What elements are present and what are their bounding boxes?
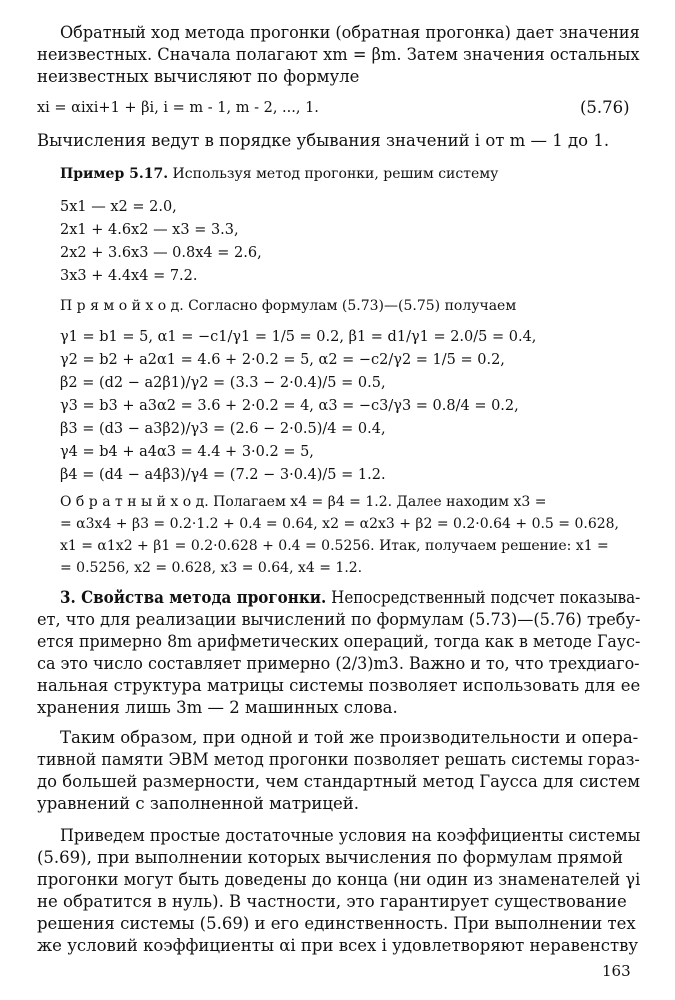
- example-title: Пример 5.17.: [60, 166, 169, 182]
- system-line-3: 2x2 + 3.6x3 — 0.8x4 = 2.6,: [60, 245, 262, 261]
- section3-line-6: хранения лишь 3m — 2 машинных слова.: [37, 698, 398, 717]
- para1-line-1: Обратный ход метода прогонки (обратная прогонка) дает значения: [60, 23, 640, 42]
- last-line-5: решения системы (5.69) и его единственность. При выполнении тех: [37, 914, 636, 933]
- backward-line-2: = α3x4 + β3 = 0.2·1.2 + 0.4 = 0.64, x2 = α2x3 + β2 = 0.2·0.64 + 0.5 = 0.628,: [60, 516, 619, 532]
- para1-line-2: неизвестных. Сначала полагают xm = βm. Затем значения остальных: [37, 45, 640, 64]
- section3-line-1: [60, 587, 640, 609]
- backward-line-4: = 0.5256, x2 = 0.628, x3 = 0.64, x4 = 1.2.: [60, 560, 363, 576]
- last-line-3: прогонки могут быть доведены до конца (ни один из знаменателей γi: [37, 870, 641, 889]
- forward-line-7: β4 = (d4 − a4β3)/γ4 = (7.2 − 3·0.4)/5 = 1.2.: [60, 467, 386, 483]
- section3-line-4: са это число составляет примерно (2/3)m3. Важно и то, что трехдиаго-: [37, 654, 640, 673]
- section3-line-5: нальная структура матрицы системы позволяет использовать для ее: [37, 676, 641, 695]
- forward-intro: П р я м о й х о д. Согласно формулам (5.73)—(5.75) получаем: [60, 298, 517, 314]
- system-line-1: 5x1 — x2 = 2.0,: [60, 199, 177, 215]
- formula-5-76-number: (5.76): [580, 98, 630, 117]
- para1-line-3: неизвестных вычисляют по формуле: [37, 67, 360, 86]
- formula-5-76: xi = αixi+1 + βi, i = m - 1, m - 2, ..., 1.: [37, 100, 319, 116]
- last-line-6: же условий коэффициенты αi при всех i удовлетворяют неравенству: [37, 936, 639, 955]
- forward-line-3: β2 = (d2 − a2β1)/γ2 = (3.3 − 2·0.4)/5 = 0.5,: [60, 375, 386, 391]
- system-line-2: 2x1 + 4.6x2 — x3 = 3.3,: [60, 222, 239, 238]
- section3-title: 3. Свойства метода прогонки.: [60, 588, 327, 607]
- backward-line-3: x1 = α1x2 + β1 = 0.2·0.628 + 0.4 = 0.5256. Итак, получаем решение: x1 =: [60, 538, 609, 554]
- section3-line-3: ется примерно 8m арифметических операций, тогда как в методе Гаус-: [37, 632, 641, 651]
- evm-line-3: до большей размерности, чем стандартный метод Гаусса для систем: [37, 772, 640, 791]
- section3-text-1: Непосредственный подсчет показыва-: [326, 588, 641, 607]
- last-line-4: не обратится в нуль). В частности, это гарантирует существование: [37, 892, 627, 911]
- evm-line-4: уравнений с заполненной матрицей.: [37, 794, 360, 813]
- last-line-2: (5.69), при выполнении которых вычисления по формулам прямой: [37, 848, 624, 867]
- para1-end: Вычисления ведут в порядке убывания значений i от m — 1 до 1.: [37, 131, 610, 150]
- evm-line-2: тивной памяти ЭВМ метод прогонки позволяет решать системы гораз-: [37, 750, 640, 769]
- backward-line-1: О б р а т н ы й х о д. Полагаем x4 = β4 = 1.2. Далее находим x3 =: [60, 494, 547, 510]
- example-heading: [60, 164, 498, 184]
- last-line-1: Приведем простые достаточные условия на коэффициенты системы: [60, 826, 641, 845]
- forward-line-2: γ2 = b2 + a2α1 = 4.6 + 2·0.2 = 5, α2 = −c2/γ2 = 1/5 = 0.2,: [60, 352, 505, 368]
- forward-line-1: γ1 = b1 = 5, α1 = −c1/γ1 = 1/5 = 0.2, β1 = d1/γ1 = 2.0/5 = 0.4,: [60, 329, 537, 345]
- forward-line-6: γ4 = b4 + a4α3 = 4.4 + 3·0.2 = 5,: [60, 444, 314, 460]
- forward-line-5: β3 = (d3 − a3β2)/γ3 = (2.6 − 2·0.5)/4 = 0.4,: [60, 421, 386, 437]
- section3-line-2: ет, что для реализации вычислений по формулам (5.73)—(5.76) требу-: [37, 610, 641, 629]
- evm-line-1: Таким образом, при одной и той же производительности и опера-: [60, 728, 639, 747]
- page-number: 163: [602, 962, 631, 980]
- forward-line-4: γ3 = b3 + a3α2 = 3.6 + 2·0.2 = 4, α3 = −c3/γ3 = 0.8/4 = 0.2,: [60, 398, 519, 414]
- example-text: Используя метод прогонки, решим систему: [168, 166, 499, 182]
- system-line-4: 3x3 + 4.4x4 = 7.2.: [60, 268, 198, 284]
